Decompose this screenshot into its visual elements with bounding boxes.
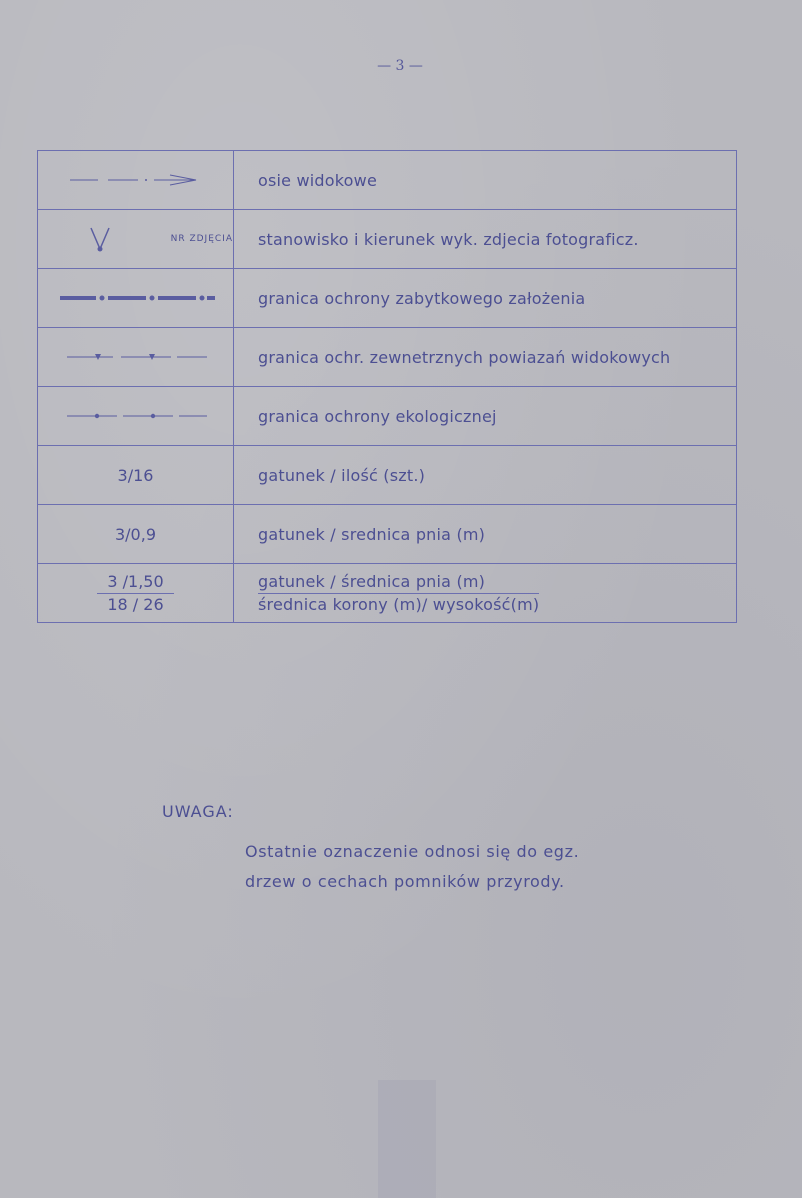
view-axis-arrow-icon xyxy=(66,172,206,188)
photo-number-label: NR ZDJĘCIA xyxy=(170,234,233,244)
legend-description: granica ochrony zabytkowego założenia xyxy=(234,269,737,328)
legend-description: gatunek / srednica pnia (m) xyxy=(234,505,737,564)
legend-symbol-cell xyxy=(38,269,234,328)
legend-symbol-cell: 3/16 xyxy=(38,446,234,505)
fraction-description xyxy=(258,572,539,615)
legend-row xyxy=(38,446,737,505)
legend-description: granica ochrony ekologicznej xyxy=(234,387,737,446)
heritage-boundary-line-icon xyxy=(56,292,216,304)
photo-station-icon xyxy=(88,225,112,253)
view-connection-boundary-icon xyxy=(61,350,211,364)
note-label: UWAGA: xyxy=(162,802,234,821)
fraction-symbol xyxy=(97,572,173,615)
legend-row xyxy=(38,328,737,387)
legend-symbol-cell xyxy=(38,387,234,446)
fraction-description-top: gatunek / średnica pnia (m) xyxy=(258,572,539,594)
note-line: drzew o cechach pomników przyrody. xyxy=(245,872,565,891)
page-number: — 3 — xyxy=(377,58,423,74)
legend-row xyxy=(38,505,737,564)
legend-row xyxy=(38,564,737,623)
legend-row xyxy=(38,151,737,210)
legend-description: granica ochr. zewnetrznych powiazań widokowych xyxy=(234,328,737,387)
ecological-boundary-icon xyxy=(61,409,211,423)
legend-description xyxy=(234,564,737,623)
paper-crease xyxy=(378,1080,436,1198)
legend-description: stanowisko i kierunek wyk. zdjecia fotograficz. xyxy=(234,210,737,269)
fraction-bottom: 18 / 26 xyxy=(107,594,164,614)
note-line: Ostatnie oznaczenie odnosi się do egz. xyxy=(245,842,580,861)
legend-row xyxy=(38,387,737,446)
legend-description: osie widokowe xyxy=(234,151,737,210)
note-text xyxy=(245,837,579,897)
fraction-description-bottom: średnica korony (m)/ wysokość(m) xyxy=(258,594,540,614)
legend-table xyxy=(37,150,737,623)
legend-row xyxy=(38,210,737,269)
legend-row xyxy=(38,269,737,328)
legend-symbol-cell xyxy=(38,151,234,210)
legend-symbol-cell xyxy=(38,210,234,269)
legend-symbol-cell xyxy=(38,328,234,387)
legend-symbol-cell xyxy=(38,564,234,623)
legend-description: gatunek / ilość (szt.) xyxy=(234,446,737,505)
fraction-top: 3 /1,50 xyxy=(97,572,173,594)
legend-symbol-cell: 3/0,9 xyxy=(38,505,234,564)
